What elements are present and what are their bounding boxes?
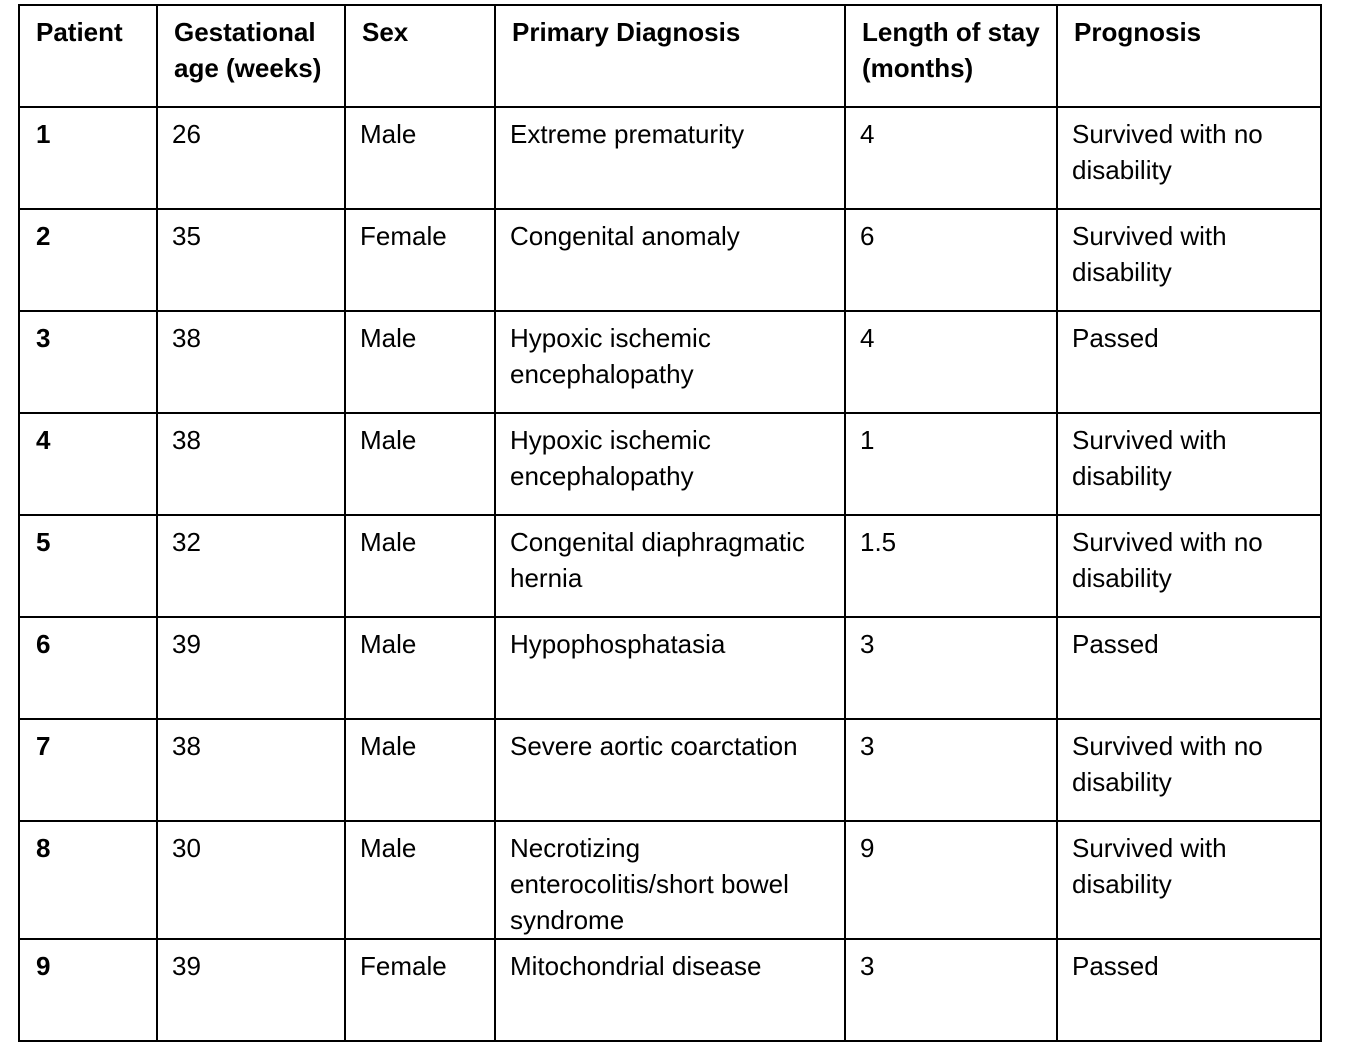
cell-primary-diagnosis: Congenital diaphragmatic hernia xyxy=(495,515,845,617)
cell-sex: Male xyxy=(345,515,495,617)
cell-patient: 1 xyxy=(19,107,157,209)
cell-prognosis: Survived with no disability xyxy=(1057,719,1321,821)
cell-gestational-age: 39 xyxy=(157,939,345,1041)
table-row xyxy=(19,311,1321,413)
cell-primary-diagnosis: Hypoxic ischemic encephalopathy xyxy=(495,311,845,413)
cell-gestational-age: 30 xyxy=(157,821,345,939)
cell-primary-diagnosis: Necrotizing enterocolitis/short bowel syndrome xyxy=(495,821,845,939)
header-primary-diagnosis: Primary Diagnosis xyxy=(495,5,845,107)
table-row xyxy=(19,515,1321,617)
table-row xyxy=(19,209,1321,311)
table-row xyxy=(19,939,1321,1041)
table-row xyxy=(19,413,1321,515)
cell-prognosis: Passed xyxy=(1057,311,1321,413)
cell-gestational-age: 35 xyxy=(157,209,345,311)
cell-sex: Female xyxy=(345,209,495,311)
cell-length-of-stay: 4 xyxy=(845,311,1057,413)
cell-patient: 6 xyxy=(19,617,157,719)
cell-gestational-age: 38 xyxy=(157,311,345,413)
cell-length-of-stay: 3 xyxy=(845,939,1057,1041)
cell-sex: Male xyxy=(345,311,495,413)
header-prognosis: Prognosis xyxy=(1057,5,1321,107)
cell-primary-diagnosis: Mitochondrial disease xyxy=(495,939,845,1041)
table-row xyxy=(19,821,1321,939)
header-gestational-age: Gestational age (weeks) xyxy=(157,5,345,107)
cell-primary-diagnosis: Hypoxic ischemic encephalopathy xyxy=(495,413,845,515)
cell-length-of-stay: 4 xyxy=(845,107,1057,209)
cell-prognosis: Survived with disability xyxy=(1057,821,1321,939)
cell-patient: 7 xyxy=(19,719,157,821)
cell-length-of-stay: 1.5 xyxy=(845,515,1057,617)
cell-length-of-stay: 1 xyxy=(845,413,1057,515)
cell-patient: 2 xyxy=(19,209,157,311)
cell-length-of-stay: 3 xyxy=(845,617,1057,719)
cell-primary-diagnosis: Extreme prematurity xyxy=(495,107,845,209)
cell-length-of-stay: 6 xyxy=(845,209,1057,311)
cell-prognosis: Passed xyxy=(1057,939,1321,1041)
header-patient: Patient xyxy=(19,5,157,107)
cell-patient: 8 xyxy=(19,821,157,939)
header-row xyxy=(19,5,1321,107)
cell-sex: Female xyxy=(345,939,495,1041)
cell-prognosis: Survived with no disability xyxy=(1057,515,1321,617)
cell-patient: 4 xyxy=(19,413,157,515)
cell-length-of-stay: 9 xyxy=(845,821,1057,939)
cell-gestational-age: 32 xyxy=(157,515,345,617)
cell-gestational-age: 39 xyxy=(157,617,345,719)
table-row xyxy=(19,719,1321,821)
cell-prognosis: Passed xyxy=(1057,617,1321,719)
cell-prognosis: Survived with disability xyxy=(1057,413,1321,515)
cell-prognosis: Survived with no disability xyxy=(1057,107,1321,209)
cell-sex: Male xyxy=(345,821,495,939)
cell-gestational-age: 38 xyxy=(157,413,345,515)
cell-primary-diagnosis: Severe aortic coarctation xyxy=(495,719,845,821)
cell-gestational-age: 26 xyxy=(157,107,345,209)
cell-patient: 5 xyxy=(19,515,157,617)
cell-sex: Male xyxy=(345,107,495,209)
patient-table xyxy=(18,4,1322,1042)
header-length-of-stay: Length of stay (months) xyxy=(845,5,1057,107)
cell-sex: Male xyxy=(345,413,495,515)
header-sex: Sex xyxy=(345,5,495,107)
cell-length-of-stay: 3 xyxy=(845,719,1057,821)
cell-patient: 9 xyxy=(19,939,157,1041)
cell-gestational-age: 38 xyxy=(157,719,345,821)
cell-prognosis: Survived with disability xyxy=(1057,209,1321,311)
table-row xyxy=(19,107,1321,209)
cell-primary-diagnosis: Hypophosphatasia xyxy=(495,617,845,719)
cell-patient: 3 xyxy=(19,311,157,413)
cell-sex: Male xyxy=(345,617,495,719)
table-row xyxy=(19,617,1321,719)
cell-primary-diagnosis: Congenital anomaly xyxy=(495,209,845,311)
cell-sex: Male xyxy=(345,719,495,821)
